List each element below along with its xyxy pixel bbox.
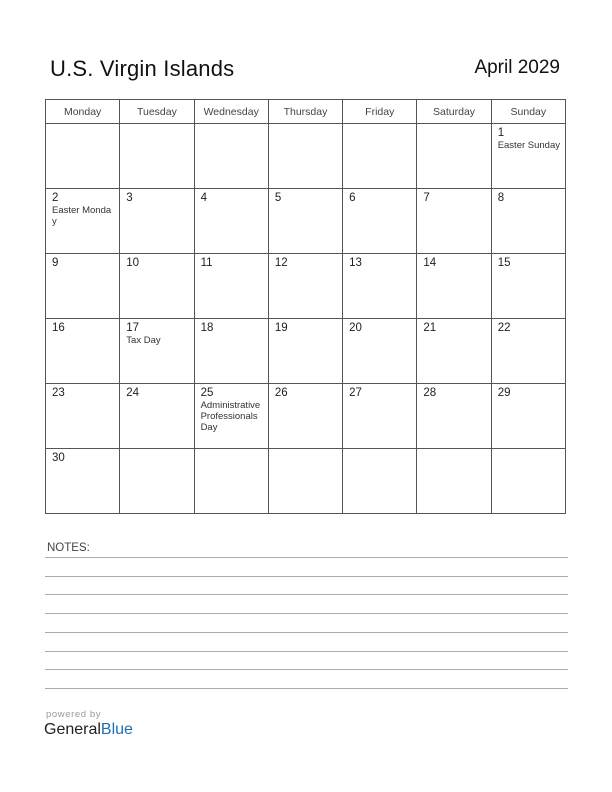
calendar-day-content — [46, 124, 119, 127]
weekday-header: Sunday — [491, 100, 565, 124]
notes-label: NOTES: — [47, 542, 90, 554]
powered-by-text: powered by — [46, 709, 102, 720]
calendar-day-content — [417, 449, 490, 452]
weekday-header: Tuesday — [120, 100, 194, 124]
note-line — [45, 594, 568, 595]
calendar-day-content — [120, 384, 193, 400]
calendar-day-content — [417, 124, 490, 127]
calendar-day-cell — [194, 384, 268, 449]
day-number: 27 — [349, 387, 362, 399]
calendar-day-content — [269, 254, 342, 270]
calendar-day-cell — [120, 124, 194, 189]
calendar-day-cell — [343, 254, 417, 319]
calendar-week-row — [46, 384, 566, 449]
calendar-day-cell — [491, 449, 565, 514]
calendar-day-cell — [417, 254, 491, 319]
day-number: 16 — [52, 322, 65, 334]
calendar-day-cell — [343, 189, 417, 254]
note-line — [45, 632, 568, 633]
calendar-day-content — [120, 124, 193, 127]
calendar-day-cell — [268, 254, 342, 319]
calendar-day-cell — [343, 449, 417, 514]
calendar-day-cell — [120, 449, 194, 514]
weekday-header-row — [46, 100, 566, 124]
calendar-day-cell — [46, 189, 120, 254]
calendar-day-content — [195, 189, 268, 205]
note-line — [45, 576, 568, 577]
calendar-day-cell — [343, 124, 417, 189]
weekday-header: Wednesday — [194, 100, 268, 124]
calendar-day-content — [492, 254, 565, 270]
calendar-day-content — [492, 189, 565, 205]
day-number: 1 — [497, 127, 505, 139]
calendar-day-cell — [491, 319, 565, 384]
calendar-day-content — [492, 124, 565, 151]
calendar-day-content — [269, 449, 342, 452]
day-number: 13 — [349, 257, 362, 269]
day-number: 19 — [274, 322, 288, 334]
day-number: 9 — [52, 257, 59, 269]
weekday-header: Friday — [343, 100, 417, 124]
calendar-day-cell — [417, 449, 491, 514]
calendar-day-cell — [491, 254, 565, 319]
calendar-day-content — [269, 124, 342, 127]
calendar-day-cell — [194, 449, 268, 514]
calendar-day-cell — [417, 124, 491, 189]
day-number: 30 — [52, 452, 65, 464]
calendar-title: U.S. Virgin Islands — [50, 56, 235, 81]
calendar-day-cell — [194, 189, 268, 254]
calendar-day-content — [269, 189, 342, 205]
calendar-day-cell — [491, 124, 565, 189]
day-number: 26 — [274, 387, 288, 399]
calendar-week-row — [46, 449, 566, 514]
calendar-day-cell — [343, 384, 417, 449]
calendar-day-content — [120, 319, 193, 346]
calendar-week-row — [46, 254, 566, 319]
calendar-day-content — [120, 449, 193, 452]
calendar-day-cell — [120, 319, 194, 384]
note-line — [45, 557, 568, 558]
calendar-day-cell — [268, 384, 342, 449]
calendar-day-cell — [46, 124, 120, 189]
holiday-label: Easter Sunday — [497, 140, 561, 151]
day-number: 5 — [274, 192, 282, 204]
day-number: 2 — [52, 192, 59, 204]
calendar-day-content — [195, 319, 268, 335]
calendar-day-cell — [417, 189, 491, 254]
calendar-day-content — [343, 124, 416, 127]
day-number: 21 — [423, 322, 437, 334]
day-number: 20 — [349, 322, 362, 334]
calendar-day-content — [492, 319, 565, 335]
calendar-day-content — [343, 449, 416, 452]
day-number: 3 — [126, 192, 133, 204]
day-number: 22 — [497, 322, 511, 334]
day-number: 4 — [200, 192, 207, 204]
calendar-day-cell — [491, 384, 565, 449]
calendar-month: April 2029 — [474, 57, 560, 78]
calendar-day-content — [269, 319, 342, 335]
calendar-day-content — [343, 189, 416, 205]
calendar-day-content — [195, 384, 268, 433]
calendar-day-content — [195, 254, 268, 270]
weekday-header: Saturday — [417, 100, 491, 124]
calendar-day-content — [343, 319, 416, 335]
calendar-day-cell — [46, 319, 120, 384]
note-line — [45, 651, 568, 652]
calendar-week-row — [46, 124, 566, 189]
calendar-day-content — [343, 384, 416, 400]
calendar-day-content — [417, 384, 490, 400]
calendar-day-cell — [491, 189, 565, 254]
day-number: 11 — [200, 257, 213, 269]
calendar-day-content — [120, 189, 193, 205]
day-number: 29 — [497, 387, 511, 399]
day-number: 23 — [52, 387, 65, 399]
day-number: 10 — [126, 257, 140, 269]
calendar-day-cell — [417, 319, 491, 384]
calendar-day-cell — [46, 449, 120, 514]
calendar-day-content — [46, 319, 119, 335]
day-number: 8 — [497, 192, 505, 204]
day-number: 7 — [423, 192, 430, 204]
calendar-day-cell — [268, 449, 342, 514]
calendar-day-content — [492, 449, 565, 452]
calendar-day-cell — [417, 384, 491, 449]
day-number: 12 — [274, 257, 288, 269]
calendar-day-cell — [343, 319, 417, 384]
holiday-label: Administrative Professionals Day — [200, 400, 261, 433]
calendar-day-cell — [268, 319, 342, 384]
calendar-day-content — [417, 189, 490, 205]
calendar-day-content — [417, 319, 490, 335]
holiday-label: Tax Day — [126, 335, 161, 346]
calendar-day-cell — [46, 254, 120, 319]
calendar-day-cell — [268, 189, 342, 254]
calendar-grid — [45, 99, 566, 514]
day-number: 24 — [126, 387, 140, 399]
calendar-day-content — [46, 449, 119, 465]
calendar-day-content — [343, 254, 416, 270]
day-number: 15 — [497, 257, 511, 269]
day-number: 17 — [126, 322, 140, 334]
day-number: 6 — [349, 192, 356, 204]
calendar-day-content — [269, 384, 342, 400]
calendar-day-cell — [120, 189, 194, 254]
day-number: 28 — [423, 387, 437, 399]
calendar-day-cell — [120, 384, 194, 449]
calendar-day-cell — [120, 254, 194, 319]
weekday-header: Monday — [46, 100, 120, 124]
calendar-day-content — [417, 254, 490, 270]
calendar-day-content — [46, 189, 119, 227]
calendar-day-content — [46, 254, 119, 270]
weekday-header: Thursday — [268, 100, 342, 124]
calendar-day-content — [46, 384, 119, 400]
calendar-day-cell — [268, 124, 342, 189]
calendar-day-cell — [194, 319, 268, 384]
calendar-day-content — [195, 449, 268, 452]
day-number: 18 — [200, 322, 214, 334]
calendar-day-cell — [194, 124, 268, 189]
note-line — [45, 688, 568, 689]
day-number: 14 — [423, 257, 437, 269]
brand-logo[interactable] — [44, 721, 133, 739]
calendar-day-content — [120, 254, 193, 270]
brand-general: General — [44, 721, 101, 738]
calendar-week-row — [46, 319, 566, 384]
calendar-day-content — [492, 384, 565, 400]
holiday-label: Easter Monday — [52, 205, 112, 227]
calendar-day-cell — [46, 384, 120, 449]
calendar-day-cell — [194, 254, 268, 319]
brand-blue: Blue — [100, 721, 133, 738]
note-line — [45, 669, 568, 670]
note-line — [45, 613, 568, 614]
calendar-week-row — [46, 189, 566, 254]
calendar-day-content — [195, 124, 268, 127]
day-number: 25 — [200, 387, 214, 399]
